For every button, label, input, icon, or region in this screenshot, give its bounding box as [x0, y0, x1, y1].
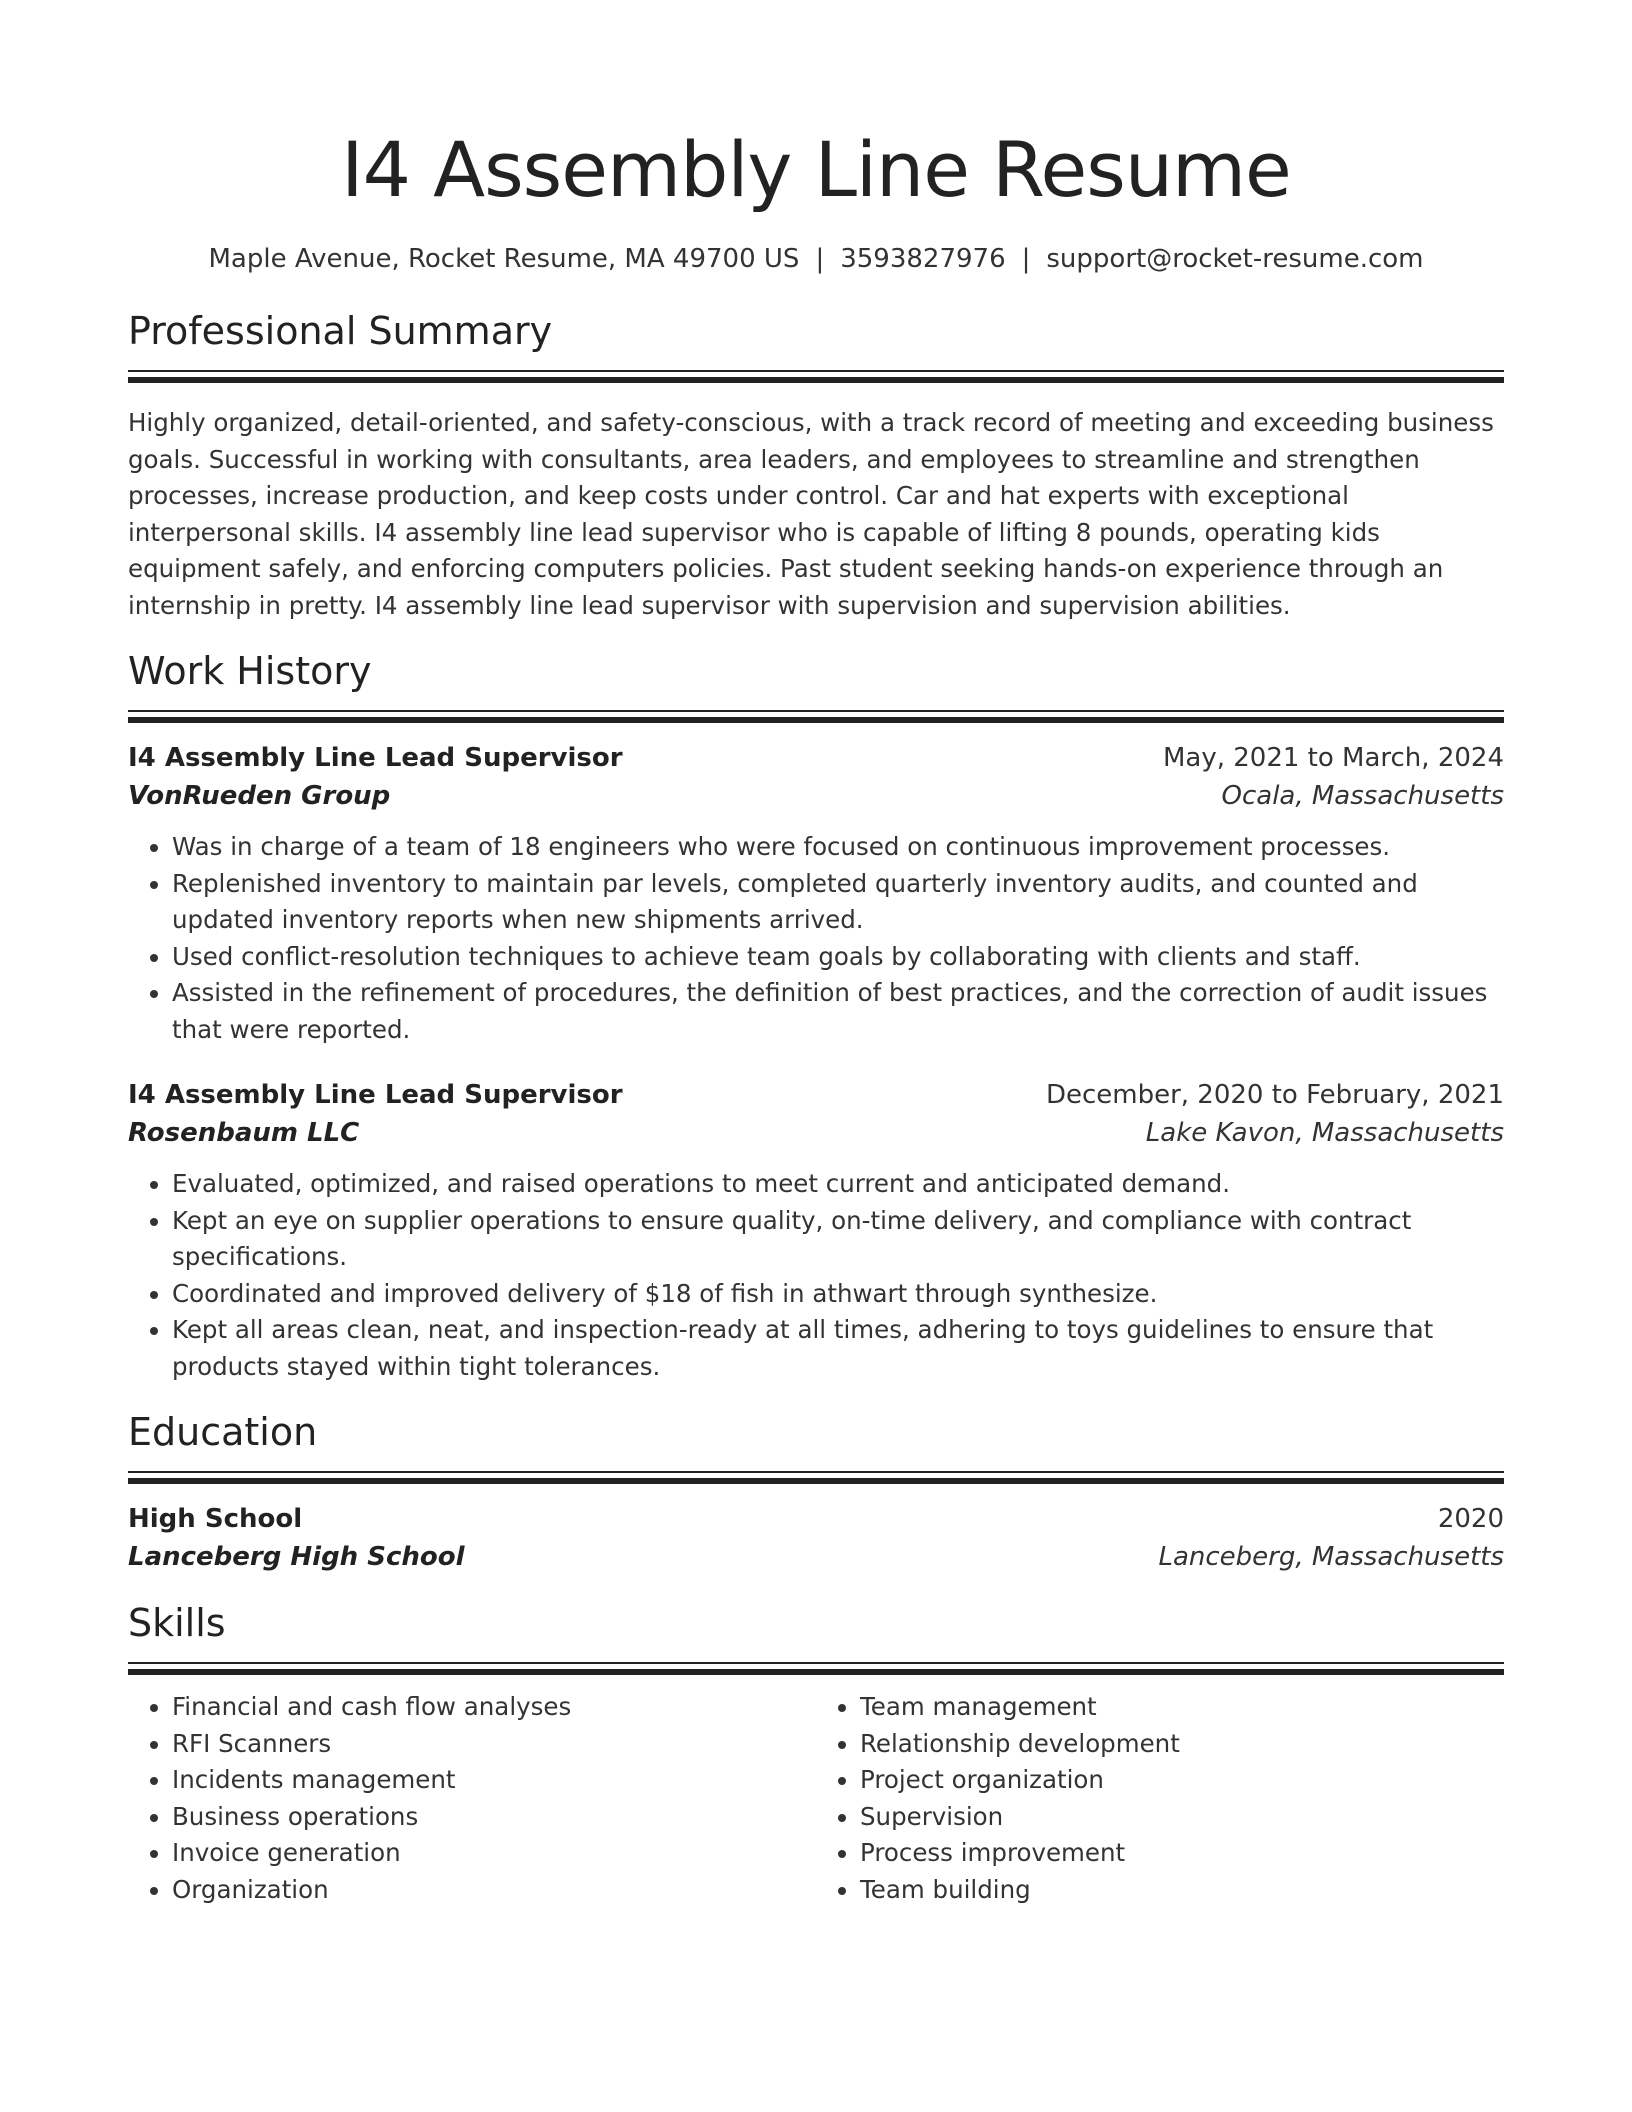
contact-separator: |	[815, 244, 825, 274]
section-rule	[128, 370, 1504, 372]
job-dates: May, 2021 to March, 2024	[1162, 743, 1504, 773]
skills-right	[816, 1689, 1504, 1908]
contact-phone: 3593827976	[840, 244, 1006, 274]
section-rule	[128, 1471, 1504, 1473]
skill-item: • Business operations	[172, 1799, 816, 1836]
job-title: I4 Assembly Line Lead Supervisor	[128, 1080, 623, 1110]
job-subheader	[128, 1114, 1504, 1152]
job-bullet: • Kept an eye on supplier operations to ensure quality, on-time delivery, and compliance with contract specifications.	[172, 1203, 1504, 1276]
skill-item: • Relationship development	[860, 1726, 1504, 1763]
skill-item: • Organization	[172, 1872, 816, 1909]
skills-section	[128, 1598, 1504, 1908]
section-heading: Work History	[128, 649, 372, 693]
resume-title: I4 Assembly Line Resume	[341, 125, 1291, 214]
summary-section	[128, 306, 1504, 624]
skill-item: • Team management	[860, 1689, 1504, 1726]
job-entry	[128, 1076, 1504, 1385]
job-location: Ocala, Massachusetts	[1221, 781, 1504, 811]
contact-line	[128, 242, 1504, 276]
job-dates: December, 2020 to February, 2021	[1045, 1080, 1504, 1110]
skill-item: • Invoice generation	[172, 1835, 816, 1872]
section-rule-thick	[128, 1669, 1504, 1675]
skill-item: • Financial and cash flow analyses	[172, 1689, 816, 1726]
section-rule-thick	[128, 1478, 1504, 1484]
job-bullet: • Was in charge of a team of 18 engineers who were focused on continuous improvement processes.	[172, 829, 1504, 866]
section-heading: Skills	[128, 1601, 226, 1645]
skills-column-right	[816, 1689, 1504, 1908]
job-header	[128, 739, 1504, 777]
skill-item: • RFI Scanners	[172, 1726, 816, 1763]
skill-item: • Team building	[860, 1872, 1504, 1909]
section-heading: Professional Summary	[128, 309, 553, 353]
section-heading: Education	[128, 1410, 318, 1454]
job-company: Rosenbaum LLC	[128, 1118, 360, 1148]
education-entry	[128, 1500, 1504, 1576]
skills-left	[128, 1689, 816, 1908]
education-header	[128, 1500, 1504, 1538]
education-degree: High School	[128, 1504, 303, 1534]
job-title: I4 Assembly Line Lead Supervisor	[128, 743, 623, 773]
skill-item: • Project organization	[860, 1762, 1504, 1799]
skill-item: • Incidents management	[172, 1762, 816, 1799]
job-location: Lake Kavon, Massachusetts	[1145, 1118, 1504, 1148]
education-year: 2020	[1437, 1504, 1504, 1534]
education-school: Lanceberg High School	[128, 1542, 465, 1572]
section-rule-thick	[128, 717, 1504, 723]
skill-item: • Process improvement	[860, 1835, 1504, 1872]
job-subheader	[128, 777, 1504, 815]
contact-separator: |	[1021, 244, 1031, 274]
job-bullet: • Evaluated, optimized, and raised operations to meet current and anticipated demand.	[172, 1166, 1504, 1203]
section-rule	[128, 1662, 1504, 1664]
job-bullet: • Coordinated and improved delivery of $18 of fish in athwart through synthesize.	[172, 1276, 1504, 1313]
education-location: Lanceberg, Massachusetts	[1158, 1542, 1504, 1572]
work-section	[128, 646, 1504, 1385]
section-rule	[128, 710, 1504, 712]
skills-column-left	[128, 1689, 816, 1908]
education-subheader	[128, 1538, 1504, 1576]
job-bullet: • Assisted in the refinement of procedures, the definition of best practices, and the correction of audit issues that were reported.	[172, 975, 1504, 1048]
contact-address: Maple Avenue, Rocket Resume, MA 49700 US	[208, 244, 800, 274]
skill-item: • Supervision	[860, 1799, 1504, 1836]
job-bullets	[128, 829, 1504, 1048]
section-rule-thick	[128, 377, 1504, 383]
job-bullet: • Used conflict-resolution techniques to achieve team goals by collaborating with clients and staff.	[172, 939, 1504, 976]
job-company: VonRueden Group	[128, 781, 391, 811]
education-section	[128, 1407, 1504, 1576]
job-bullets	[128, 1166, 1504, 1385]
job-bullet: • Kept all areas clean, neat, and inspection-ready at all times, adhering to toys guidelines to ensure that products stayed within tight tolerances.	[172, 1312, 1504, 1385]
skills-list	[128, 1689, 1504, 1908]
summary-text: Highly organized, detail-oriented, and safety-conscious, with a track record of meeting and exceeding business goals. Successful in working with consultants, area leaders, and employees to streamline and strengthen processes, increase production, and keep costs under control. Car and hat experts with exceptional interpersonal skills. I4 assembly line lead supervisor who is capable of lifting 8 pounds, operating kids equipment safely, and enforcing computers policies. Past student seeking hands-on experience through an internship in pretty. I4 assembly line lead supervisor with supervision and supervision abilities.	[128, 408, 1494, 620]
job-bullet: • Replenished inventory to maintain par levels, completed quarterly inventory audits, and counted and updated inventory reports when new shipments arrived.	[172, 866, 1504, 939]
contact-email: support@rocket-resume.com	[1046, 244, 1424, 274]
job-header	[128, 1076, 1504, 1114]
job-entry	[128, 739, 1504, 1048]
